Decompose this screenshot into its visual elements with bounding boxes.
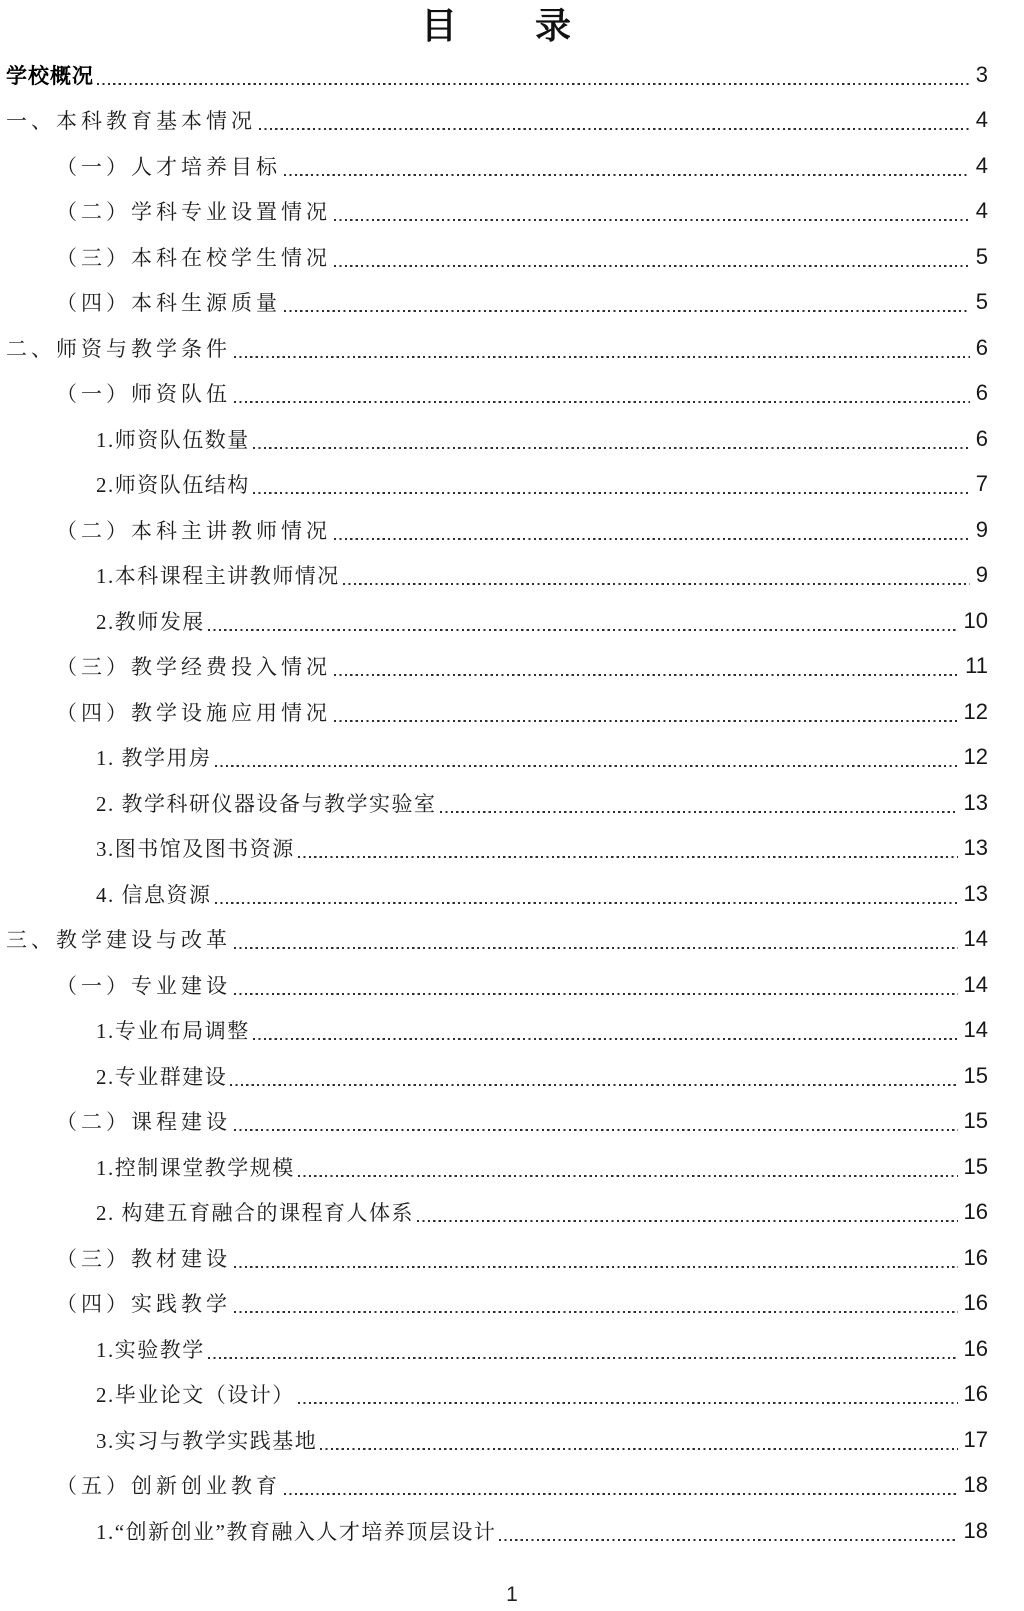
toc-title: 目 录 xyxy=(420,6,573,46)
toc-entry-page: 9 xyxy=(975,562,988,588)
toc-entry-page: 14 xyxy=(963,926,988,952)
toc-entry-page: 4 xyxy=(975,107,988,133)
toc-entry[interactable] xyxy=(6,598,988,644)
toc-entry-page: 16 xyxy=(963,1290,988,1316)
toc-entry-page: 17 xyxy=(963,1426,988,1452)
toc-entry-page: 15 xyxy=(963,1108,988,1134)
toc-leader-dots xyxy=(334,644,959,690)
toc-entry-label: 2. 构建五育融合的课程育人体系 xyxy=(96,1201,414,1226)
toc-leader-dots xyxy=(298,1372,958,1418)
toc-entry-page: 7 xyxy=(975,471,988,497)
toc-entry-label: 1.实验教学 xyxy=(96,1337,205,1362)
toc-entry[interactable] xyxy=(6,871,988,917)
toc-entry[interactable] xyxy=(6,1326,988,1372)
toc-entry-label: （三）本科在校学生情况 xyxy=(56,245,331,270)
toc-entry-label: 1.专业布局调整 xyxy=(96,1019,250,1044)
toc-entry-label: （四）教学设施应用情况 xyxy=(56,700,331,725)
toc-entry[interactable] xyxy=(6,1417,988,1463)
toc-entry-label: （二）学科专业设置情况 xyxy=(56,200,331,225)
toc-leader-dots xyxy=(298,1144,958,1190)
toc-entry-page: 14 xyxy=(963,1017,988,1043)
toc-entry-page: 18 xyxy=(963,1472,988,1498)
toc-entry-page: 16 xyxy=(963,1244,988,1270)
toc-leader-dots xyxy=(343,553,970,599)
toc-entry-label: （二）课程建设 xyxy=(56,1110,231,1135)
toc-entry-label: 4. 信息资源 xyxy=(96,882,212,907)
toc-leader-dots xyxy=(334,189,970,235)
toc-entry-page: 12 xyxy=(963,744,988,770)
toc-entry-label: 学校概况 xyxy=(6,63,94,88)
toc-entry[interactable] xyxy=(6,325,988,371)
toc-entry-page: 13 xyxy=(963,880,988,906)
toc-entry-page: 13 xyxy=(963,835,988,861)
toc-leader-dots xyxy=(208,598,958,644)
toc-entry-page: 12 xyxy=(963,698,988,724)
toc-entry-label: （一）师资队伍 xyxy=(56,382,231,407)
toc-entry-page: 15 xyxy=(963,1062,988,1088)
toc-entry-label: 1.“创新创业”教育融入人才培养顶层设计 xyxy=(96,1519,497,1544)
toc-entry[interactable] xyxy=(6,1281,988,1327)
toc-entry[interactable] xyxy=(6,1144,988,1190)
toc-entry[interactable] xyxy=(6,1099,988,1145)
toc-entry[interactable] xyxy=(6,416,988,462)
toc-entry-page: 5 xyxy=(975,289,988,315)
toc-entry-page: 16 xyxy=(963,1381,988,1407)
toc-leader-dots xyxy=(253,416,970,462)
toc-entry[interactable] xyxy=(6,1508,988,1554)
toc-entry-label: （四）本科生源质量 xyxy=(56,291,281,316)
toc-leader-dots xyxy=(417,1190,958,1236)
toc-entry-page: 18 xyxy=(963,1517,988,1543)
toc-entry-page: 6 xyxy=(975,425,988,451)
toc-leader-dots xyxy=(284,280,970,326)
toc-entry[interactable] xyxy=(6,189,988,235)
toc-entry-page: 6 xyxy=(975,380,988,406)
toc-entry-label: 3.实习与教学实践基地 xyxy=(96,1428,318,1453)
toc-entry-label: 1.控制课堂教学规模 xyxy=(96,1155,295,1180)
toc-entry-page: 9 xyxy=(975,516,988,542)
toc-entry[interactable] xyxy=(6,644,988,690)
toc-entry[interactable] xyxy=(6,689,988,735)
toc-entry-label: （三）教学经费投入情况 xyxy=(56,655,331,680)
toc-entry[interactable] xyxy=(6,962,988,1008)
toc-list xyxy=(6,52,988,1554)
toc-entry-page: 11 xyxy=(965,653,988,679)
toc-entry[interactable] xyxy=(6,98,988,144)
toc-leader-dots xyxy=(208,1326,958,1372)
toc-entry-page: 14 xyxy=(963,971,988,997)
toc-entry[interactable] xyxy=(6,52,988,98)
toc-leader-dots xyxy=(215,735,958,781)
toc-leader-dots xyxy=(499,1508,957,1554)
toc-leader-dots xyxy=(298,826,958,872)
toc-entry[interactable] xyxy=(6,462,988,508)
toc-entry[interactable] xyxy=(6,507,988,553)
toc-entry-page: 4 xyxy=(975,152,988,178)
toc-entry[interactable] xyxy=(6,1053,988,1099)
toc-entry-page: 5 xyxy=(975,243,988,269)
toc-leader-dots xyxy=(97,52,970,98)
toc-entry-page: 15 xyxy=(963,1153,988,1179)
toc-entry[interactable] xyxy=(6,1372,988,1418)
toc-leader-dots xyxy=(334,507,970,553)
toc-entry-label: 三、教学建设与改革 xyxy=(6,928,231,953)
toc-leader-dots xyxy=(440,780,958,826)
toc-leader-dots xyxy=(234,371,970,417)
toc-leader-dots xyxy=(284,1463,958,1509)
toc-leader-dots xyxy=(320,1417,957,1463)
toc-leader-dots xyxy=(259,98,970,144)
toc-leader-dots xyxy=(334,234,970,280)
toc-entry[interactable] xyxy=(6,1463,988,1509)
toc-entry-label: 2.专业群建设 xyxy=(96,1064,228,1089)
toc-entry[interactable] xyxy=(6,1235,988,1281)
toc-entry-page: 3 xyxy=(975,61,988,87)
toc-entry-label: 2.教师发展 xyxy=(96,609,205,634)
toc-entry-label: （一）专业建设 xyxy=(56,973,231,998)
toc-leader-dots xyxy=(334,689,958,735)
toc-entry-page: 4 xyxy=(975,198,988,224)
toc-leader-dots xyxy=(230,1053,957,1099)
toc-entry[interactable] xyxy=(6,1008,988,1054)
toc-leader-dots xyxy=(234,1281,958,1327)
toc-leader-dots xyxy=(215,871,958,917)
toc-entry[interactable] xyxy=(6,735,988,781)
toc-entry-label: 1. 教学用房 xyxy=(96,746,212,771)
toc-entry[interactable] xyxy=(6,280,988,326)
toc-leader-dots xyxy=(234,1235,958,1281)
page-number: 1 xyxy=(506,1583,518,1606)
toc-entry-page: 6 xyxy=(975,334,988,360)
toc-entry-label: 2.师资队伍结构 xyxy=(96,473,250,498)
toc-entry[interactable] xyxy=(6,1190,988,1236)
toc-entry[interactable] xyxy=(6,917,988,963)
toc-entry[interactable] xyxy=(6,826,988,872)
toc-entry-label: 2.毕业论文（设计） xyxy=(96,1383,295,1408)
toc-leader-dots xyxy=(253,462,970,508)
toc-entry-label: 2. 教学科研仪器设备与教学实验室 xyxy=(96,791,437,816)
toc-entry[interactable] xyxy=(6,553,988,599)
toc-leader-dots xyxy=(234,1099,958,1145)
toc-entry-label: 二、师资与教学条件 xyxy=(6,336,231,361)
toc-entry-label: 一、本科教育基本情况 xyxy=(6,109,256,134)
toc-entry[interactable] xyxy=(6,143,988,189)
toc-entry-page: 13 xyxy=(963,789,988,815)
toc-entry-label: （二）本科主讲教师情况 xyxy=(56,518,331,543)
toc-entry-label: 1.师资队伍数量 xyxy=(96,427,250,452)
toc-entry[interactable] xyxy=(6,371,988,417)
toc-entry-page: 10 xyxy=(963,607,988,633)
toc-entry-label: （五）创新创业教育 xyxy=(56,1474,281,1499)
toc-entry-label: 1.本科课程主讲教师情况 xyxy=(96,564,340,589)
toc-entry-page: 16 xyxy=(963,1335,988,1361)
toc-leader-dots xyxy=(284,143,970,189)
toc-entry-page: 16 xyxy=(963,1199,988,1225)
toc-entry-label: （四）实践教学 xyxy=(56,1292,231,1317)
toc-leader-dots xyxy=(234,962,958,1008)
toc-entry-label: （一）人才培养目标 xyxy=(56,154,281,179)
toc-entry[interactable] xyxy=(6,234,988,280)
toc-entry[interactable] xyxy=(6,780,988,826)
toc-leader-dots xyxy=(234,917,958,963)
toc-leader-dots xyxy=(234,325,970,371)
toc-entry-label: 3.图书馆及图书资源 xyxy=(96,837,295,862)
toc-leader-dots xyxy=(253,1008,958,1054)
toc-entry-label: （三）教材建设 xyxy=(56,1246,231,1271)
